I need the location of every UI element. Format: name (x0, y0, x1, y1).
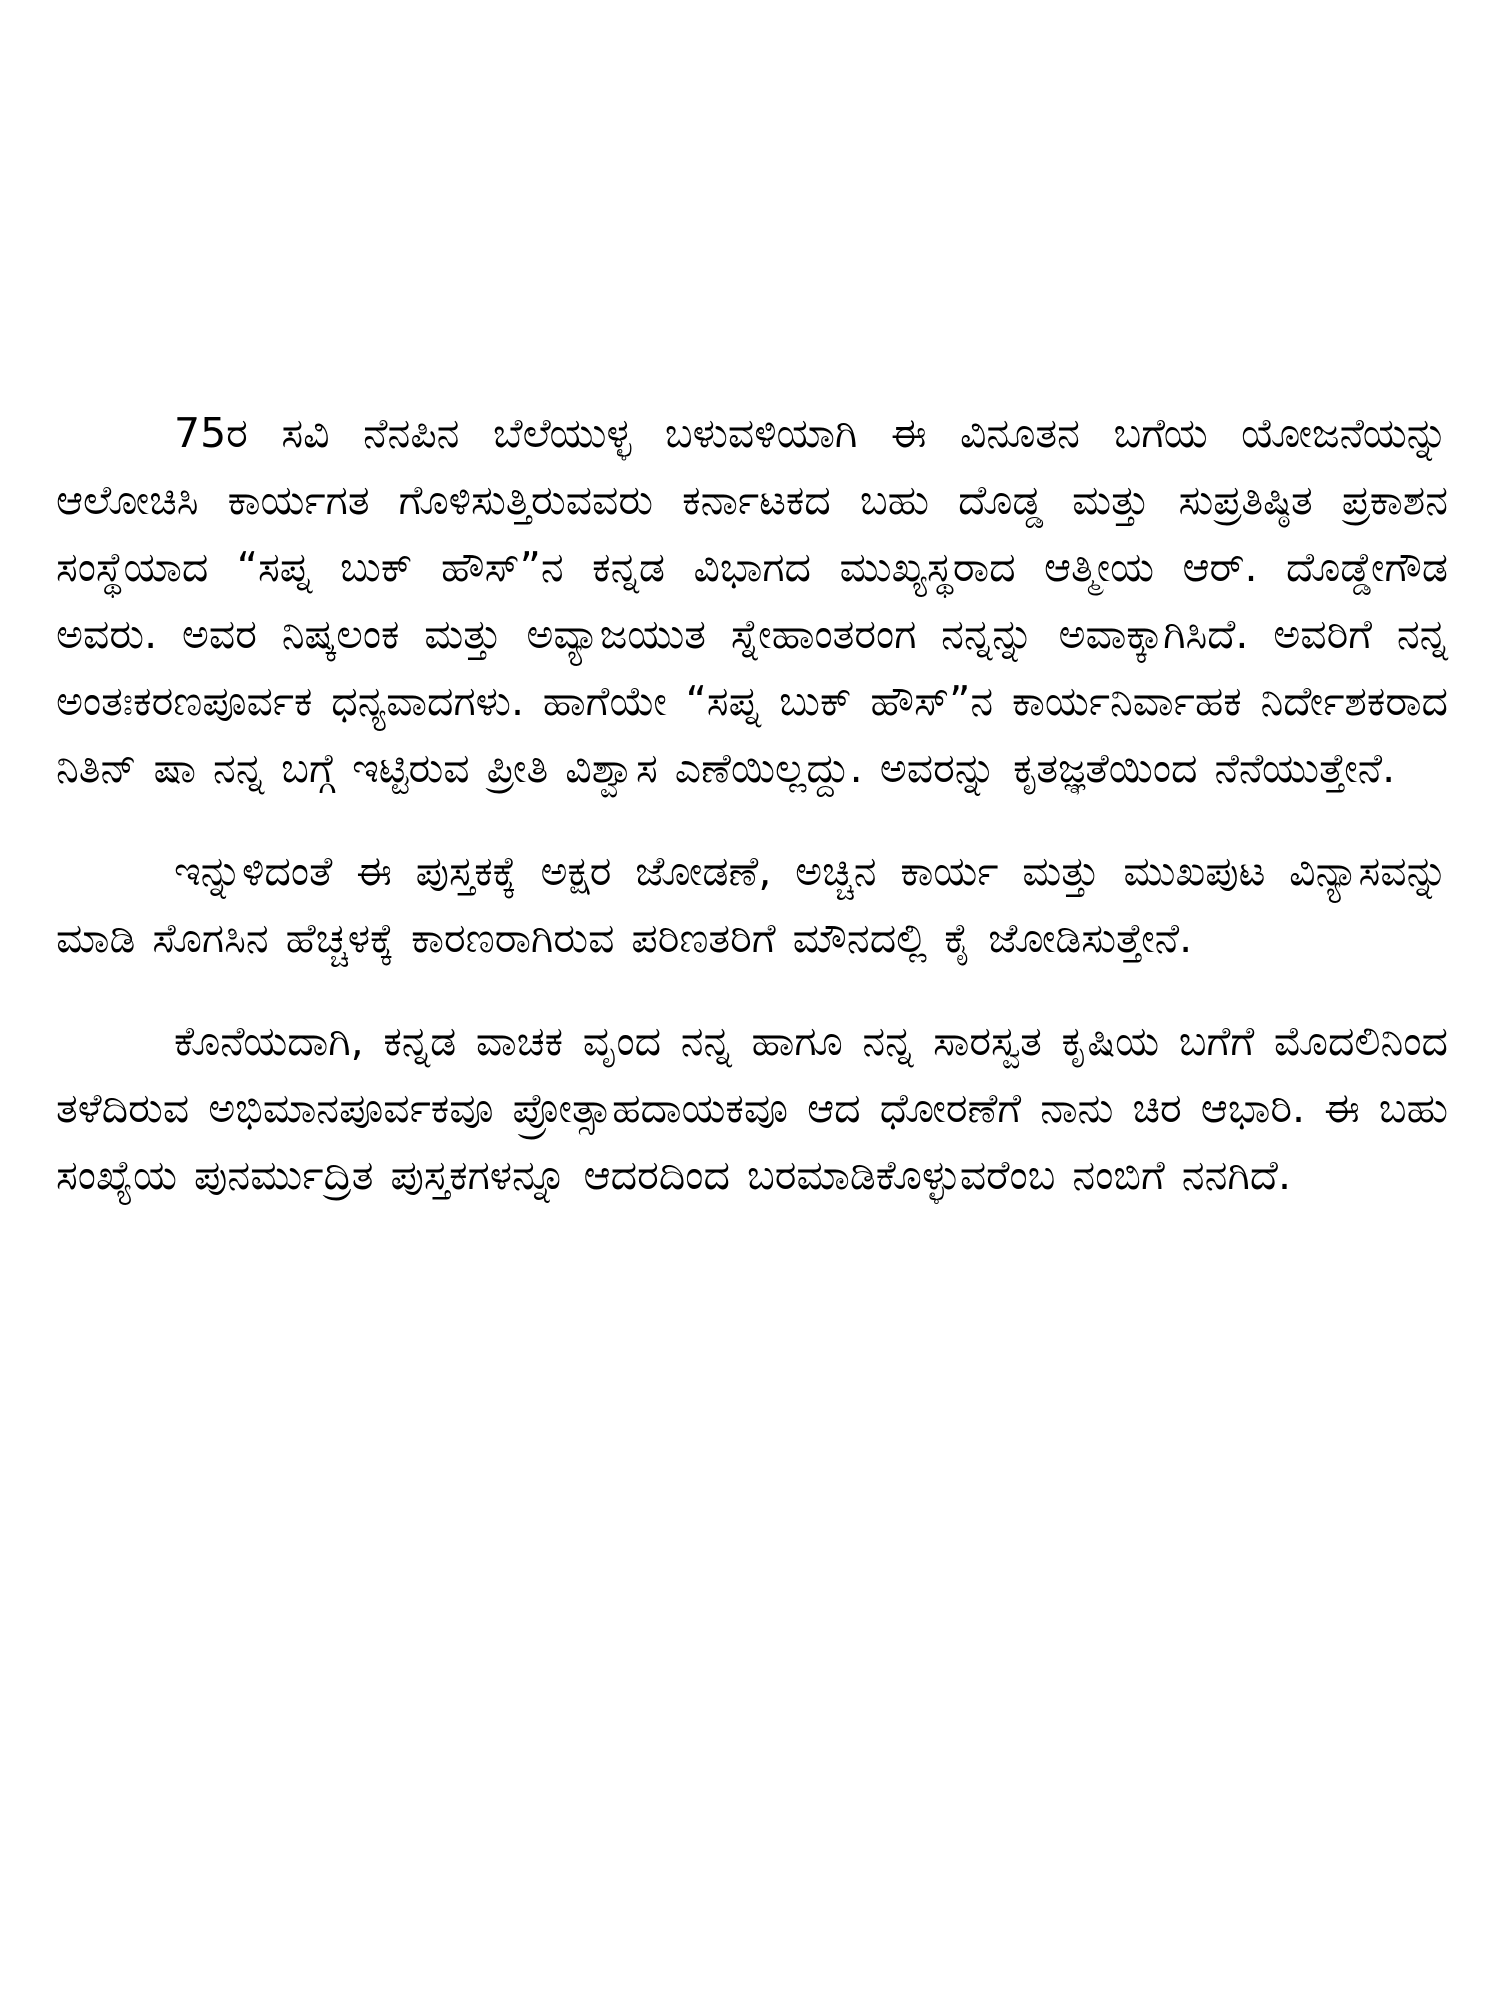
paragraph-acknowledgement-typesetters: ಇನ್ನುಳಿದಂತೆ ಈ ಪುಸ್ತಕಕ್ಕೆ ಅಕ್ಷರ ಜೋಡಣೆ, ಅಚ್ಚಿನ ಕಾರ್ಯ ಮತ್ತು ಮುಖಪುಟ ವಿನ್ಯಾಸವನ್ನು ಮಾಡಿ ಸೊಗಸಿನ ಹೆಚ್ಚಳಕ್ಕೆ ಕಾರಣರಾಗಿರುವ ಪರಿಣತರಿಗೆ ಮೌನದಲ್ಲಿ ಕೈ ಜೋಡಿಸುತ್ತೇನೆ. (56, 847, 1448, 962)
document-page (56, 400, 1448, 1245)
paragraph-acknowledgement-readers: ಕೊನೆಯದಾಗಿ, ಕನ್ನಡ ವಾಚಕ ವೃಂದ ನನ್ನ ಹಾಗೂ ನನ್ನ ಸಾರಸ್ವತ ಕೃಷಿಯ ಬಗೆಗೆ ಮೊದಲಿನಿಂದ ತಳೆದಿರುವ ಅಭಿಮಾನಪೂರ್ವಕವೂ ಪ್ರೋತ್ಸಾಹದಾಯಕವೂ ಆದ ಧೋರಣೆಗೆ ನಾನು ಚಿರ ಆಭಾರಿ. ಈ ಬಹು ಸಂಖ್ಯೆಯ ಪುನರ್ಮುದ್ರಿತ ಪುಸ್ತಕಗಳನ್ನೂ ಆದರದಿಂದ ಬರಮಾಡಿಕೊಳ್ಳುವರೆಂಬ ನಂಬಿಗೆ ನನಗಿದೆ. (56, 1017, 1448, 1199)
paragraph-acknowledgement-publisher: 75ರ ಸವಿ ನೆನಪಿನ ಬೆಲೆಯುಳ್ಳ ಬಳುವಳಿಯಾಗಿ ಈ ವಿನೂತನ ಬಗೆಯ ಯೋಜನೆಯನ್ನು ಆಲೋಚಿಸಿ ಕಾರ್ಯಗತ ಗೊಳಿಸುತ್ತಿರುವವರು ಕರ್ನಾಟಕದ ಬಹು ದೊಡ್ಡ ಮತ್ತು ಸುಪ್ರತಿಷ್ಠಿತ ಪ್ರಕಾಶನ ಸಂಸ್ಥೆಯಾದ “ಸಪ್ನ ಬುಕ್ ಹೌಸ್”ನ ಕನ್ನಡ ವಿಭಾಗದ ಮುಖ್ಯಸ್ಥರಾದ ಆತ್ಮೀಯ ಆರ್. ದೊಡ್ಡೇಗೌಡ ಅವರು. ಅವರ ನಿಷ್ಕಲಂಕ ಮತ್ತು ಅವ್ಯಾಜಯುತ ಸ್ನೇಹಾಂತರಂಗ ನನ್ನನ್ನು ಅವಾಕ್ಕಾಗಿಸಿದೆ. ಅವರಿಗೆ ನನ್ನ ಅಂತಃಕರಣಪೂರ್ವಕ ಧನ್ಯವಾದಗಳು. ಹಾಗೆಯೇ “ಸಪ್ನ ಬುಕ್ ಹೌಸ್”ನ ಕಾರ್ಯನಿರ್ವಾಹಕ ನಿರ್ದೇಶಕರಾದ ನಿತಿನ್ ಷಾ ನನ್ನ ಬಗ್ಗೆ ಇಟ್ಟಿರುವ ಪ್ರೀತಿ ವಿಶ್ವಾಸ ಎಣೆಯಿಲ್ಲದ್ದು. ಅವರನ್ನು ಕೃತಜ್ಞತೆಯಿಂದ ನೆನೆಯುತ್ತೇನೆ. (56, 409, 1448, 792)
